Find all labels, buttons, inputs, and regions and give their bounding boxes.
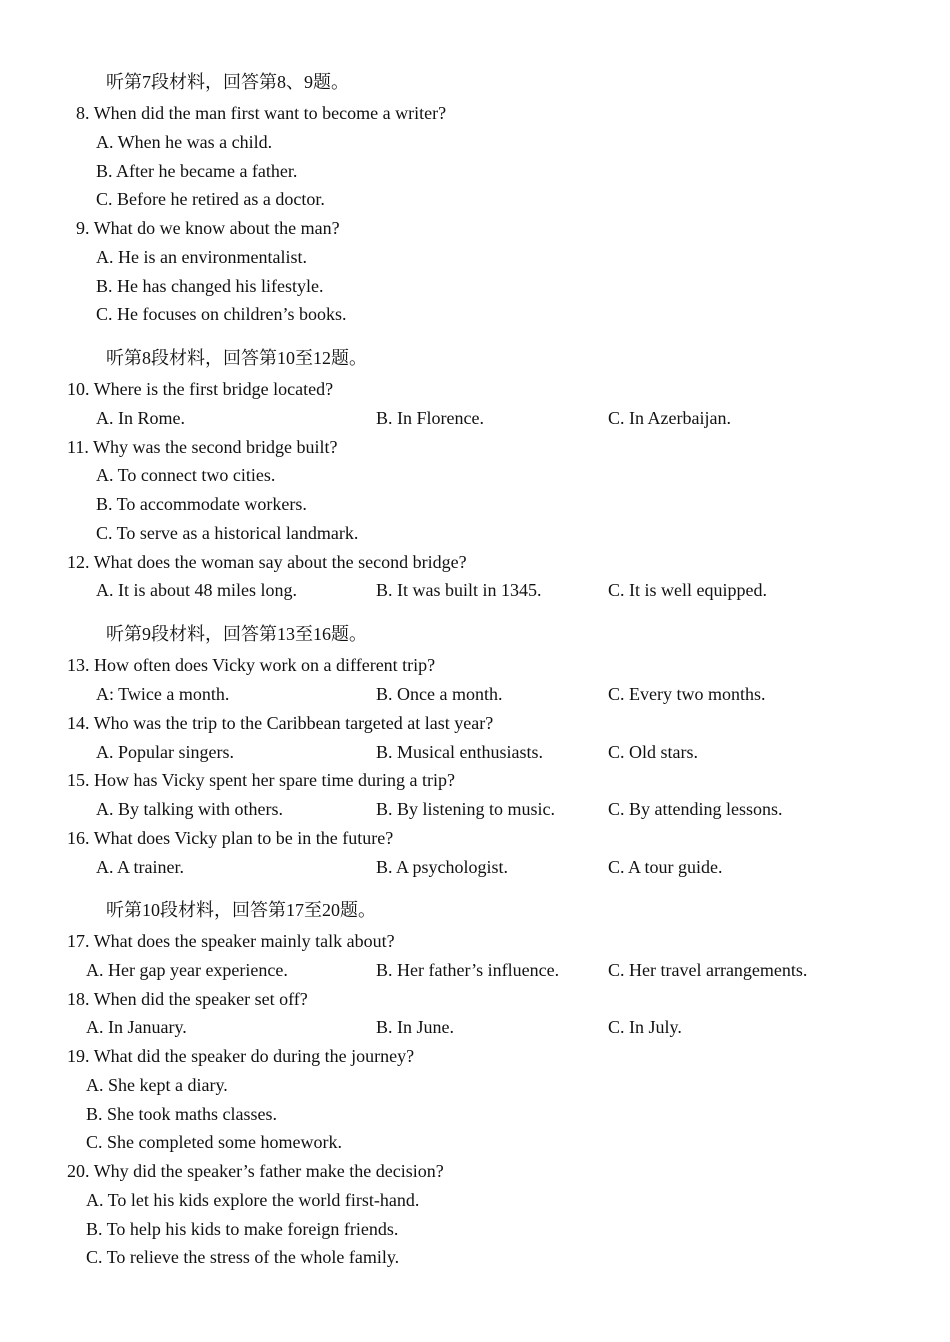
- option-b: B. To accommodate workers.: [96, 494, 307, 514]
- question-16: [67, 826, 393, 850]
- option-a: A. A trainer.: [96, 857, 184, 877]
- question-9: [76, 216, 340, 240]
- option-c: C. In July.: [608, 1017, 682, 1037]
- question-18: [67, 987, 308, 1011]
- question-number: 8.: [76, 103, 90, 123]
- question-number: 11.: [67, 437, 89, 457]
- option-c: C. A tour guide.: [608, 857, 723, 877]
- option-b: B. It was built in 1345.: [376, 580, 542, 600]
- option-a: A. When he was a child.: [96, 132, 273, 152]
- option-b: B. Her father’s influence.: [376, 960, 560, 980]
- option-c: C. To relieve the stress of the whole family.: [86, 1247, 400, 1267]
- question-number: 15.: [67, 770, 90, 790]
- question-text: What do we know about the man?: [93, 218, 340, 238]
- option-a: A. Popular singers.: [96, 742, 234, 762]
- question-number: 16.: [67, 828, 90, 848]
- question-12: [67, 550, 467, 574]
- question-number: 9.: [76, 218, 90, 238]
- question-11: [67, 435, 337, 459]
- option-c: C. To serve as a historical landmark.: [96, 523, 359, 543]
- question-number: 13.: [67, 655, 90, 675]
- option-a: A. In Rome.: [96, 408, 185, 428]
- question-text: Why was the second bridge built?: [93, 437, 338, 457]
- question-15: [67, 768, 455, 792]
- question-text: How often does Vicky work on a different trip?: [94, 655, 436, 675]
- option-b: B. After he became a father.: [96, 161, 298, 181]
- question-number: 14.: [67, 713, 90, 733]
- option-a: A. By talking with others.: [96, 799, 283, 819]
- option-c: C. He focuses on children’s books.: [96, 304, 347, 324]
- question-text: What does the speaker mainly talk about?: [93, 931, 395, 951]
- option-c: C. It is well equipped.: [608, 580, 767, 600]
- option-b: B. By listening to music.: [376, 799, 556, 819]
- question-text: Who was the trip to the Caribbean targeted at last year?: [93, 713, 494, 733]
- option-b: B. In June.: [376, 1017, 454, 1037]
- section-header: 听第8段材料，回答第10至12题。: [106, 348, 367, 368]
- section-header: 听第7段材料，回答第8、9题。: [106, 72, 349, 92]
- option-b: B. She took maths classes.: [86, 1104, 277, 1124]
- question-text: Where is the first bridge located?: [93, 379, 334, 399]
- option-a: A. Her gap year experience.: [86, 960, 288, 980]
- option-a: A. He is an environmentalist.: [96, 247, 307, 267]
- question-8: [76, 101, 446, 125]
- option-b: B. He has changed his lifestyle.: [96, 276, 324, 296]
- question-number: 20.: [67, 1161, 90, 1181]
- option-c: C. Every two months.: [608, 684, 766, 704]
- question-13: [67, 653, 435, 677]
- section-header: 听第10段材料，回答第17至20题。: [106, 900, 376, 920]
- question-text: How has Vicky spent her spare time during a trip?: [94, 770, 455, 790]
- option-b: B. Musical enthusiasts.: [376, 742, 543, 762]
- question-17: [67, 929, 395, 953]
- option-a: A. In January.: [86, 1017, 187, 1037]
- question-text: Why did the speaker’s father make the decision?: [93, 1161, 444, 1181]
- question-number: 17.: [67, 931, 90, 951]
- question-20: [67, 1159, 444, 1183]
- question-number: 18.: [67, 989, 90, 1009]
- question-text: What does the woman say about the second bridge?: [93, 552, 467, 572]
- option-c: C. She completed some homework.: [86, 1132, 342, 1152]
- option-a: A. To let his kids explore the world first-hand.: [86, 1190, 420, 1210]
- section-header: 听第9段材料，回答第13至16题。: [106, 624, 367, 644]
- option-a: A. It is about 48 miles long.: [96, 580, 297, 600]
- option-b: B. To help his kids to make foreign friends.: [86, 1219, 399, 1239]
- option-c: C. Her travel arrangements.: [608, 960, 808, 980]
- question-text: What does Vicky plan to be in the future?: [93, 828, 394, 848]
- question-19: [67, 1044, 414, 1068]
- option-c: C. Before he retired as a doctor.: [96, 189, 325, 209]
- option-b: B. In Florence.: [376, 408, 484, 428]
- option-b: B. A psychologist.: [376, 857, 509, 877]
- question-number: 12.: [67, 552, 90, 572]
- option-b: B. Once a month.: [376, 684, 503, 704]
- option-a: A. To connect two cities.: [96, 465, 276, 485]
- option-c: C. Old stars.: [608, 742, 698, 762]
- option-c: C. By attending lessons.: [608, 799, 783, 819]
- option-c: C. In Azerbaijan.: [608, 408, 731, 428]
- option-a: A. She kept a diary.: [86, 1075, 228, 1095]
- question-10: [67, 377, 333, 401]
- question-text: When did the man first want to become a writer?: [93, 103, 447, 123]
- question-number: 10.: [67, 379, 90, 399]
- option-a: A: Twice a month.: [96, 684, 230, 704]
- question-number: 19.: [67, 1046, 90, 1066]
- question-text: When did the speaker set off?: [93, 989, 308, 1009]
- question-14: [67, 711, 493, 735]
- question-text: What did the speaker do during the journey?: [93, 1046, 415, 1066]
